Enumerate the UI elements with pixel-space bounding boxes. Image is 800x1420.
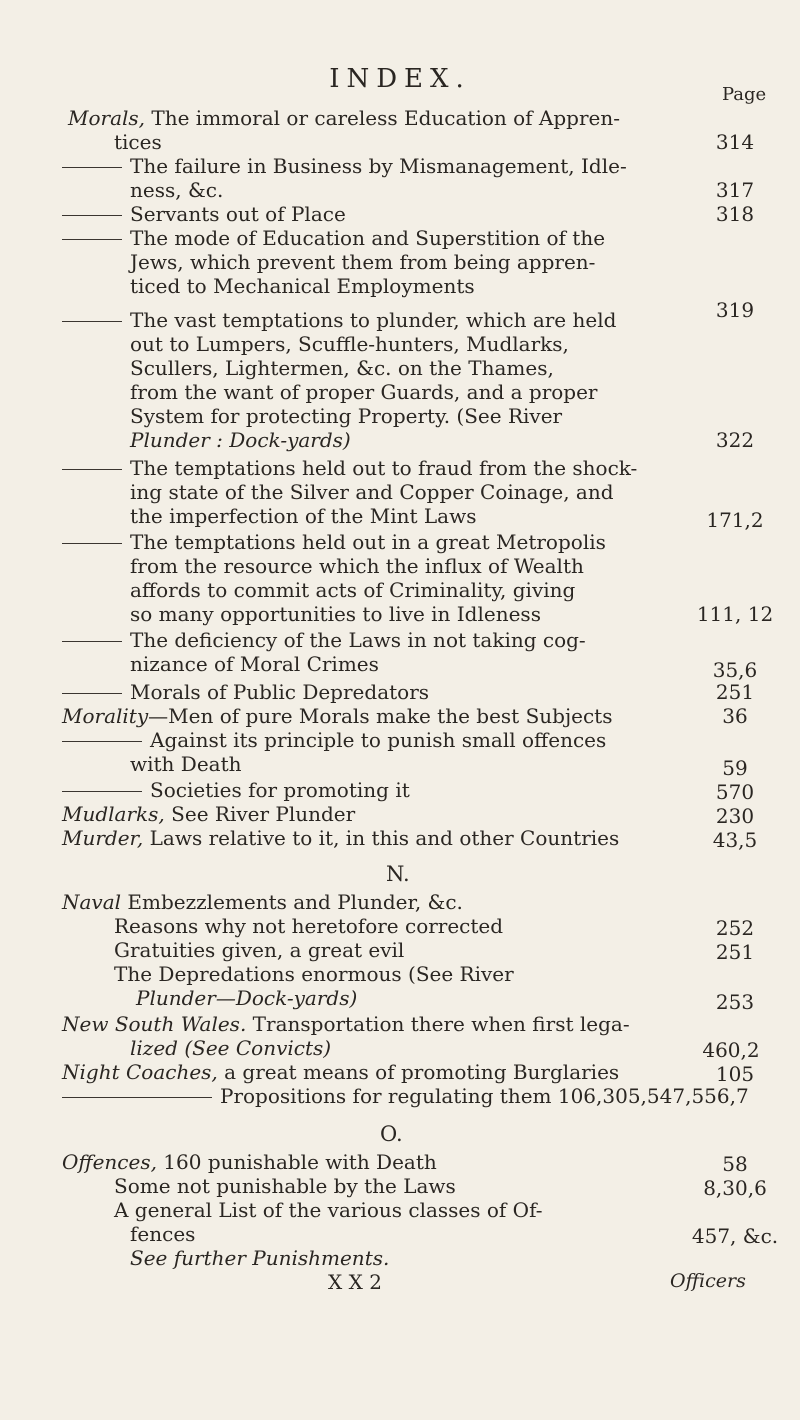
entry-line: nizance of Moral Crimes: [130, 652, 379, 676]
entry-line: Societies for promoting it: [62, 778, 410, 802]
entry-line: Morality—Men of pure Morals make the best Subjects: [62, 704, 613, 728]
page-ref: 322: [715, 428, 755, 452]
entry-line: New South Wales. Transportation there when first lega-: [62, 1012, 630, 1036]
page-ref: 457, &c.: [691, 1224, 779, 1248]
entry-line: ness, &c.: [130, 178, 224, 202]
page-ref: 8,30,6: [703, 1176, 767, 1200]
entry-line: fences: [130, 1222, 196, 1246]
page-ref: 251: [715, 940, 755, 964]
entry-line: from the resource which the influx of Wealth: [130, 554, 584, 578]
page-ref: 252: [715, 916, 755, 940]
entry-line: The temptations held out to fraud from the shock-: [62, 456, 637, 480]
entry-line: Mudlarks, See River Plunder: [62, 802, 356, 826]
entry-line: Gratuities given, a great evil: [114, 938, 405, 962]
page-ref: 314: [715, 130, 755, 154]
entry-line: Morals of Public Depredators: [62, 680, 429, 704]
page-ref: 251: [715, 680, 755, 704]
page-ref: 253: [715, 990, 755, 1014]
entry-line: Plunder : Dock-yards): [130, 428, 351, 452]
entry-line: Reasons why not heretofore corrected: [114, 914, 504, 938]
entry-line: Against its principle to punish small offences: [62, 728, 606, 752]
entry-line: The mode of Education and Superstition of the: [62, 226, 605, 250]
entry-line: Jews, which prevent them from being appren-: [130, 250, 596, 274]
page-ref: 171,2: [706, 508, 764, 532]
entry-line: The temptations held out in a great Metropolis: [62, 530, 606, 554]
page-ref: 111, 12: [696, 602, 774, 626]
entry-line: Plunder—Dock-yards): [136, 986, 358, 1010]
entry-line: Propositions for regulating them 106,305,547,556,7: [62, 1084, 749, 1108]
entry-line: ing state of the Silver and Copper Coinage, and: [130, 480, 614, 504]
entry-line: System for protecting Property. (See River: [130, 404, 563, 428]
page-ref: 319: [715, 298, 755, 322]
page-ref: 59: [722, 756, 748, 780]
page-ref: 36: [722, 704, 748, 728]
entry-line: lized (See Convicts): [130, 1036, 332, 1060]
entry-line: The deficiency of the Laws in not taking cog-: [62, 628, 586, 652]
entry-line: Servants out of Place: [62, 202, 346, 226]
entry-line: affords to commit acts of Criminality, giving: [130, 578, 576, 602]
entry-line: The failure in Business by Mismanagement, Idle-: [62, 154, 627, 178]
section-letter: N.: [386, 862, 410, 886]
page-column-label: Page: [722, 84, 767, 105]
entry-line: Morals, The immoral or careless Education of Appren-: [68, 106, 621, 130]
signature-mark: X X 2: [328, 1270, 382, 1294]
page-ref: 460,2: [702, 1038, 760, 1062]
page-ref: 105: [715, 1062, 755, 1086]
page-ref: 317: [715, 178, 755, 202]
entry-line: out to Lumpers, Scuffle-hunters, Mudlarks,: [130, 332, 569, 356]
entry-line: Some not punishable by the Laws: [114, 1174, 456, 1198]
page-ref: 58: [722, 1152, 748, 1176]
catchword: Officers: [670, 1270, 746, 1292]
entry-line: so many opportunities to live in Idleness: [130, 602, 541, 626]
entry-line: The vast temptations to plunder, which are held: [62, 308, 616, 332]
entry-line: Naval Embezzlements and Plunder, &c.: [62, 890, 463, 914]
entry-line: The Depredations enormous (See River: [114, 962, 514, 986]
page-ref: 318: [715, 202, 755, 226]
section-letter: O.: [380, 1122, 403, 1146]
entry-line: Murder, Laws relative to it, in this and other Countries: [62, 826, 620, 850]
entry-line: ticed to Mechanical Employments: [130, 274, 475, 298]
entry-line: from the want of proper Guards, and a proper: [130, 380, 598, 404]
entry-line: Offences, 160 punishable with Death: [62, 1150, 437, 1174]
page-ref: 230: [715, 804, 755, 828]
page-ref: 570: [715, 780, 755, 804]
entry-line: Scullers, Lightermen, &c. on the Thames,: [130, 356, 554, 380]
page-ref: 35,6: [712, 658, 758, 682]
entry-line: the imperfection of the Mint Laws: [130, 504, 477, 528]
entry-line: A general List of the various classes of Of-: [114, 1198, 543, 1222]
page-ref: 43,5: [712, 828, 758, 852]
entry-line: with Death: [130, 752, 242, 776]
entry-line: See further Punishments.: [130, 1246, 390, 1270]
entry-line: tices: [114, 130, 162, 154]
page-header: INDEX.: [329, 64, 471, 94]
entry-line: Night Coaches, a great means of promoting Burglaries: [62, 1060, 620, 1084]
